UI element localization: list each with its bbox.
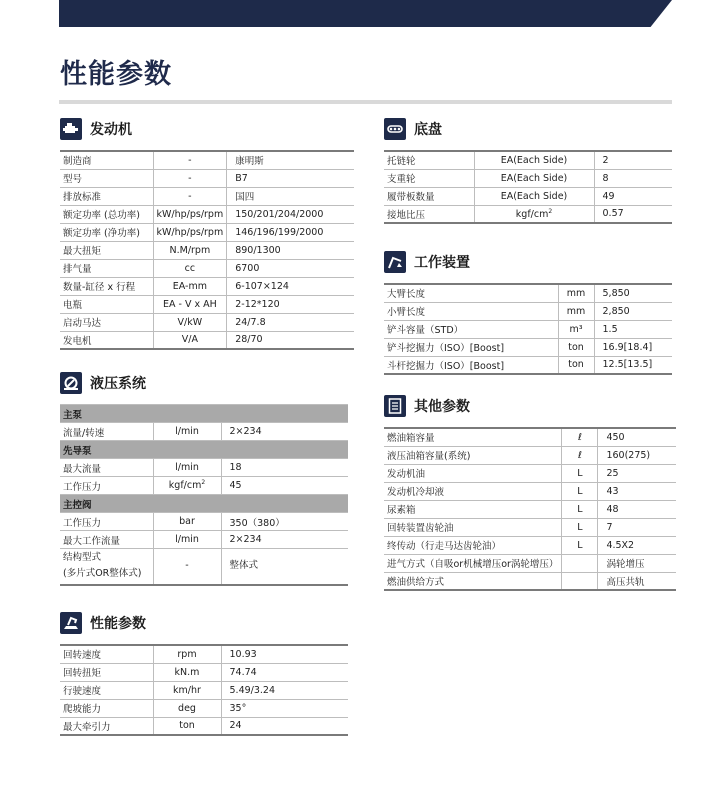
param-label: 流量/转速 [60, 423, 153, 441]
param-value: 74.74 [221, 663, 348, 681]
param-value: 2×234 [221, 423, 348, 441]
param-value: B7 [227, 169, 354, 187]
group-header-row [60, 405, 348, 423]
title-divider [59, 100, 672, 104]
param-unit: kgf/$cm^2$ [153, 477, 221, 495]
excavator-icon [60, 612, 82, 634]
engine-icon [60, 118, 82, 140]
table-row [60, 259, 354, 277]
param-unit: - [153, 187, 227, 205]
param-label: 回转装置齿轮油 [384, 518, 562, 536]
param-value: 1.5 [594, 320, 672, 338]
param-value: 2,850 [594, 302, 672, 320]
table-row [60, 699, 348, 717]
param-unit: mm [558, 284, 594, 302]
param-value: 890/1300 [227, 241, 354, 259]
param-unit: l/min [153, 423, 221, 441]
param-unit: V/kW [153, 313, 227, 331]
param-unit: l/min [153, 459, 221, 477]
param-value: 24 [221, 717, 348, 735]
work-equipment-section [384, 249, 672, 375]
param-value: 150/201/204/2000 [227, 205, 354, 223]
param-unit: L [562, 518, 598, 536]
param-label: 液压油箱容量(系统) [384, 446, 562, 464]
param-label: 工作压力 [60, 513, 153, 531]
param-value: 4.5X2 [598, 536, 676, 554]
param-unit: ℓ [562, 428, 598, 446]
param-unit: - [153, 169, 227, 187]
boom-arm-icon [384, 251, 406, 273]
param-value: 康明斯 [227, 151, 354, 169]
hydraulic-pump-icon [60, 372, 82, 394]
table-row [60, 241, 354, 259]
param-value: 35° [221, 699, 348, 717]
table-row [384, 205, 672, 223]
param-unit: mm [558, 302, 594, 320]
param-label: 托链轮 [384, 151, 474, 169]
table-row [60, 549, 348, 585]
param-unit: ton [153, 717, 221, 735]
param-unit: N.M/rpm [153, 241, 227, 259]
param-value: 高压共轨 [598, 572, 676, 590]
param-value: 2-12*120 [227, 295, 354, 313]
param-unit: ton [558, 356, 594, 374]
param-label: 启动马达 [60, 313, 153, 331]
param-label: 工作压力 [60, 477, 153, 495]
param-value: 146/196/199/2000 [227, 223, 354, 241]
engine-table [60, 150, 354, 350]
other-table [384, 427, 676, 591]
undercarriage-section [384, 116, 672, 224]
param-value: 7 [598, 518, 676, 536]
param-label: 斗杆挖掘力（ISO）[Boost] [384, 356, 558, 374]
param-unit [562, 572, 598, 590]
param-value: 450 [598, 428, 676, 446]
section-title: 工作装置 [414, 255, 470, 271]
param-label: 结构型式 (多片式OR整体式) [60, 549, 153, 585]
param-label: 回转扭矩 [60, 663, 153, 681]
param-label: 数量-缸径 x 行程 [60, 277, 153, 295]
param-label: 爬坡能力 [60, 699, 153, 717]
param-unit: L [562, 536, 598, 554]
table-row [60, 717, 348, 735]
param-value: 160(275) [598, 446, 676, 464]
param-unit: bar [153, 513, 221, 531]
table-row [60, 169, 354, 187]
table-row [60, 313, 354, 331]
param-unit: L [562, 464, 598, 482]
param-value: 45 [221, 477, 348, 495]
param-label: 排放标准 [60, 187, 153, 205]
table-row [384, 320, 672, 338]
param-value: 16.9[18.4] [594, 338, 672, 356]
table-row [60, 459, 348, 477]
hydraulic-table [60, 404, 348, 586]
param-label: 型号 [60, 169, 153, 187]
table-row [60, 187, 354, 205]
param-label: 电瓶 [60, 295, 153, 313]
table-row [384, 554, 676, 572]
group-header: 主泵 [60, 405, 348, 423]
section-title: 底盘 [414, 122, 442, 138]
table-row [384, 284, 672, 302]
param-unit: EA-mm [153, 277, 227, 295]
param-unit: kW/hp/ps/rpm [153, 223, 227, 241]
table-row [384, 446, 676, 464]
param-unit: EA(Each Side) [474, 151, 594, 169]
table-row [60, 477, 348, 495]
table-row [384, 500, 676, 518]
param-label: 制造商 [60, 151, 153, 169]
table-row [384, 187, 672, 205]
table-row [60, 223, 354, 241]
page-title: 性能参数 [60, 59, 172, 90]
param-unit: L [562, 482, 598, 500]
param-value: 28/70 [227, 331, 354, 349]
performance-section [60, 610, 348, 736]
table-row [384, 169, 672, 187]
param-label: 履带板数量 [384, 187, 474, 205]
table-row [384, 464, 676, 482]
param-unit: V/A [153, 331, 227, 349]
table-row [60, 531, 348, 549]
param-label: 额定功率 (净功率) [60, 223, 153, 241]
engine-section [60, 116, 354, 350]
param-unit: kgf/$cm^2$ [474, 205, 594, 223]
param-unit: km/hr [153, 681, 221, 699]
param-label: 最大流量 [60, 459, 153, 477]
group-header-row [60, 495, 348, 513]
table-row [384, 356, 672, 374]
param-value: 6-107×124 [227, 277, 354, 295]
table-row [384, 572, 676, 590]
param-unit: kN.m [153, 663, 221, 681]
param-value: 43 [598, 482, 676, 500]
param-unit: kW/hp/ps/rpm [153, 205, 227, 223]
param-label: 进气方式（自吸or机械增压or涡轮增压） [384, 554, 562, 572]
table-row [384, 151, 672, 169]
param-label: 行驶速度 [60, 681, 153, 699]
param-value: 6700 [227, 259, 354, 277]
document-icon [384, 395, 406, 417]
param-value: 18 [221, 459, 348, 477]
param-label: 额定功率 (总功率) [60, 205, 153, 223]
param-label: 排气量 [60, 259, 153, 277]
table-row [60, 513, 348, 531]
table-row [60, 423, 348, 441]
param-value: 2 [594, 151, 672, 169]
table-row [60, 681, 348, 699]
table-row [384, 536, 676, 554]
section-title: 性能参数 [90, 616, 146, 632]
param-label: 铲斗挖掘力（ISO）[Boost] [384, 338, 558, 356]
param-value: 0.57 [594, 205, 672, 223]
param-unit: rpm [153, 645, 221, 663]
param-unit: m³ [558, 320, 594, 338]
param-label: 燃油箱容量 [384, 428, 562, 446]
param-value: 49 [594, 187, 672, 205]
section-title: 其他参数 [414, 399, 470, 415]
table-row [384, 302, 672, 320]
param-unit: L [562, 500, 598, 518]
param-value: 整体式 [221, 549, 348, 585]
param-label: 小臂长度 [384, 302, 558, 320]
param-value: 10.93 [221, 645, 348, 663]
param-label: 最大扭矩 [60, 241, 153, 259]
table-row [60, 645, 348, 663]
param-unit: - [153, 151, 227, 169]
table-row [60, 331, 354, 349]
param-unit: cc [153, 259, 227, 277]
param-unit: l/min [153, 531, 221, 549]
param-unit: EA(Each Side) [474, 187, 594, 205]
table-row [60, 295, 354, 313]
param-value: 48 [598, 500, 676, 518]
param-label: 大臂长度 [384, 284, 558, 302]
param-unit: EA - V x AH [153, 295, 227, 313]
group-header: 先导泵 [60, 441, 348, 459]
param-label: 发动机冷却液 [384, 482, 562, 500]
other-section [384, 393, 676, 591]
param-label: 接地比压 [384, 205, 474, 223]
param-unit: deg [153, 699, 221, 717]
group-header-row [60, 441, 348, 459]
param-unit: EA(Each Side) [474, 169, 594, 187]
param-label: 铲斗容量（STD） [384, 320, 558, 338]
param-unit: ton [558, 338, 594, 356]
track-icon [384, 118, 406, 140]
undercarriage-table [384, 150, 672, 224]
param-label: 发电机 [60, 331, 153, 349]
param-label: 支重轮 [384, 169, 474, 187]
param-value: 25 [598, 464, 676, 482]
table-row [384, 428, 676, 446]
table-row [384, 518, 676, 536]
performance-table [60, 644, 348, 736]
table-row [60, 277, 354, 295]
param-label: 回转速度 [60, 645, 153, 663]
table-row [60, 663, 348, 681]
work-equipment-table [384, 283, 672, 375]
param-label: 最大牵引力 [60, 717, 153, 735]
param-label: 最大工作流量 [60, 531, 153, 549]
table-row [384, 338, 672, 356]
header-bar [59, 0, 672, 27]
param-value: 12.5[13.5] [594, 356, 672, 374]
section-title: 液压系统 [90, 376, 146, 392]
param-label: 发动机油 [384, 464, 562, 482]
param-label: 尿素箱 [384, 500, 562, 518]
table-row [60, 151, 354, 169]
group-header: 主控阀 [60, 495, 348, 513]
param-unit: ℓ [562, 446, 598, 464]
param-value: 2×234 [221, 531, 348, 549]
param-value: 5,850 [594, 284, 672, 302]
param-unit: - [153, 549, 221, 585]
table-row [60, 205, 354, 223]
param-label: 终传动（行走马达齿轮油） [384, 536, 562, 554]
param-value: 涡轮增压 [598, 554, 676, 572]
param-value: 350（380） [221, 513, 348, 531]
hydraulic-section [60, 370, 348, 586]
table-row [384, 482, 676, 500]
param-value: 5.49/3.24 [221, 681, 348, 699]
section-title: 发动机 [90, 122, 132, 138]
param-value: 8 [594, 169, 672, 187]
param-unit [562, 554, 598, 572]
param-value: 24/7.8 [227, 313, 354, 331]
param-value: 国四 [227, 187, 354, 205]
param-label: 燃油供给方式 [384, 572, 562, 590]
